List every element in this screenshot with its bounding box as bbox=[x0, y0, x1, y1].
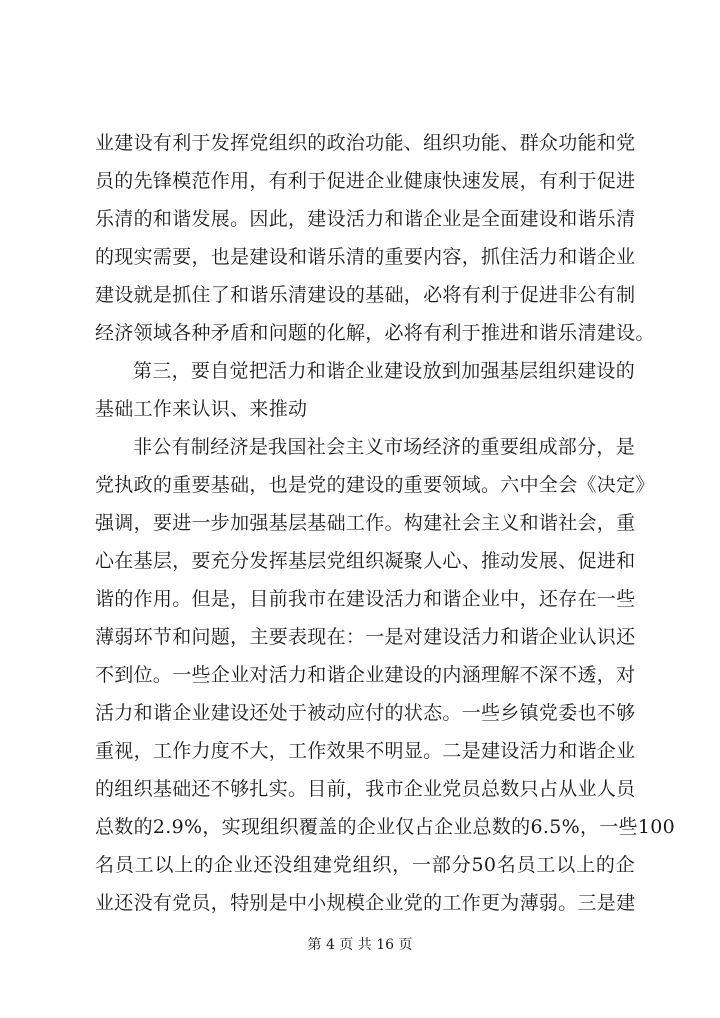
body-text-line: 薄弱环节和问题，主要表现在：一是对建设活力和谐企业认识还 bbox=[95, 626, 636, 648]
body-text-line: 员的先锋模范作用，有利于促进企业健康快速发展，有利于促进 bbox=[95, 170, 636, 192]
body-text-line: 的现实需要，也是建设和谐乐清的重要内容，抓住活力和谐企业 bbox=[95, 246, 636, 268]
body-text-line: 建设就是抓住了和谐乐清建设的基础，必将有利于促进非公有制 bbox=[95, 284, 636, 306]
body-text-line: 强调，要进一步加强基层基础工作。构建社会主义和谐社会，重 bbox=[95, 512, 636, 534]
section-heading-line: 基础工作来认识、来推动 bbox=[95, 398, 308, 420]
body-text-line: 乐清的和谐发展。因此，建设活力和谐企业是全面建设和谐乐清 bbox=[95, 208, 636, 230]
body-text-line: 经济领域各种矛盾和问题的化解，必将有利于推进和谐乐清建设。 bbox=[95, 322, 655, 344]
body-text-line: 非公有制经济是我国社会主义市场经济的重要组成部分，是 bbox=[133, 436, 635, 458]
body-text-line: 心在基层，要充分发挥基层党组织凝聚人心、推动发展、促进和 bbox=[95, 550, 636, 572]
section-heading-line: 第三，要自觉把活力和谐企业建设放到加强基层组织建设的 bbox=[133, 360, 635, 382]
body-text-line: 活力和谐企业建设还处于被动应付的状态。一些乡镇党委也不够 bbox=[95, 702, 636, 724]
body-text-line: 的组织基础还不够扎实。目前，我市企业党员总数只占从业人员 bbox=[95, 778, 636, 800]
body-text-line: 名员工以上的企业还没组建党组织，一部分50名员工以上的企 bbox=[95, 854, 635, 876]
body-text-line: 不到位。一些企业对活力和谐企业建设的内涵理解不深不透，对 bbox=[95, 664, 636, 686]
body-text-line: 谐的作用。但是，目前我市在建设活力和谐企业中，还存在一些 bbox=[95, 588, 636, 610]
body-text-line: 党执政的重要基础，也是党的建设的重要领域。六中全会《决定》 bbox=[95, 474, 655, 496]
page-number-footer: 第 4 页 共 16 页 bbox=[307, 937, 413, 953]
body-text-line: 业还没有党员，特别是中小规模企业党的工作更为薄弱。三是建 bbox=[95, 892, 636, 914]
body-text-line: 业建设有利于发挥党组织的政治功能、组织功能、群众功能和党 bbox=[95, 132, 636, 154]
body-text-line: 总数的2.9%，实现组织覆盖的企业仅占企业总数的6.5%，一些100 bbox=[95, 816, 676, 838]
body-text-line: 重视，工作力度不大，工作效果不明显。二是建设活力和谐企业 bbox=[95, 740, 636, 762]
